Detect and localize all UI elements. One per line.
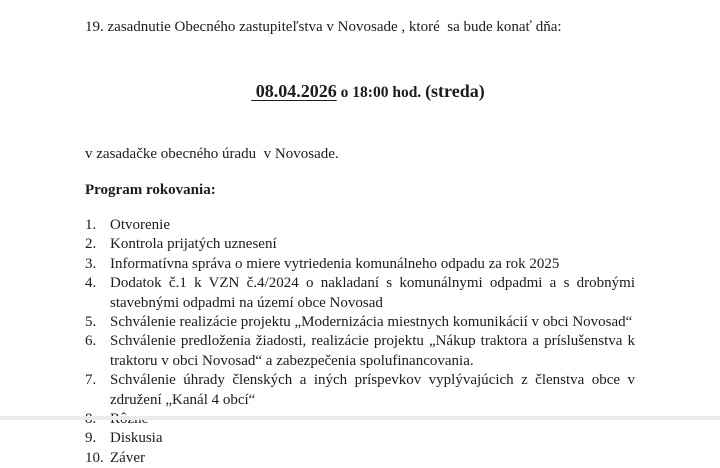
agenda-item	[85, 216, 635, 235]
agenda-item	[85, 332, 635, 371]
meeting-date-line	[85, 52, 635, 132]
program-heading: Program rokovania:	[85, 182, 216, 198]
agenda-item-text: Záver	[110, 449, 145, 466]
meeting-date: 08.04.2026	[251, 81, 337, 101]
agenda-item-text: Diskusia	[110, 430, 163, 447]
meeting-intro-line: 19. zasadnutie Obecného zastupiteľstva v Novosade , ktoré sa bude konať dňa:	[85, 19, 562, 35]
agenda-item	[85, 235, 635, 254]
agenda-item-text: Schválenie realizácie projektu „Modernizácia miestnych komunikácií v obci Novosad“	[110, 314, 633, 331]
agenda-item-number: 1.	[85, 217, 97, 233]
agenda-item	[85, 429, 635, 448]
agenda-item	[85, 274, 635, 313]
agenda-item	[85, 449, 635, 468]
agenda-item-number: 4.	[85, 275, 97, 292]
agenda-item-text: Informatívna správa o miere vytriedenia komunálneho odpadu za rok 2025	[110, 255, 560, 272]
agenda-item-text: Dodatok č.1 k VZN č.4/2024 o nakladaní s komunálnymi odpadmi a s drobnými stavebnými odpadmi na území obce Novosad	[110, 275, 635, 311]
agenda-item	[85, 255, 635, 274]
agenda-item-number: 9.	[85, 430, 97, 447]
agenda-item-text: Otvorenie	[110, 217, 170, 233]
meeting-day: (streda)	[425, 81, 485, 101]
agenda-list	[85, 216, 635, 468]
agenda-item-number: 7.	[85, 372, 97, 389]
agenda-item-text: Schválenie predloženia žiadosti, realizácie projektu „Nákup traktora a príslušenstva k traktoru v obci Novosad“ a zabezpečenia spolufinancovania.	[110, 333, 635, 369]
agenda-item-text: Schválenie úhrady členských a iných príspevkov vyplývajúcich z členstva obce v združení „Kanál 4 obcí“	[110, 372, 635, 408]
agenda-item-number: 2.	[85, 236, 97, 253]
meeting-location-line: v zasadačke obecného úradu v Novosade.	[85, 146, 339, 162]
agenda-item-number: 5.	[85, 314, 97, 331]
scan-edge-artifact	[0, 416, 720, 420]
agenda-item	[85, 371, 635, 410]
meeting-time: o 18:00 hod.	[336, 84, 426, 101]
agenda-item-number: 10.	[85, 449, 104, 466]
agenda-item-text: Kontrola prijatých uznesení	[110, 236, 277, 253]
agenda-item-number: 6.	[85, 333, 97, 350]
agenda-item	[85, 313, 635, 332]
agenda-item-number: 3.	[85, 255, 97, 272]
